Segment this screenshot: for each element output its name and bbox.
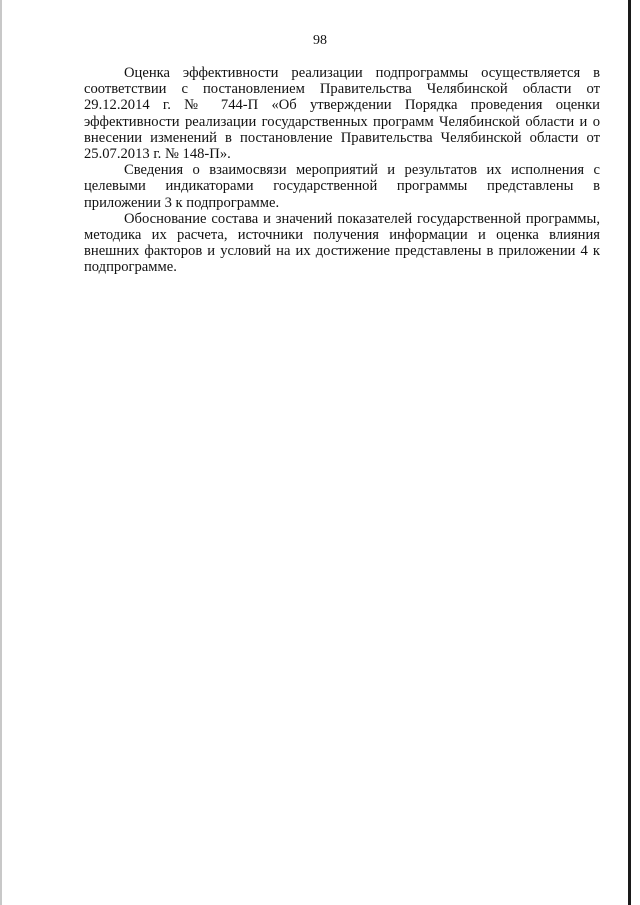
paragraph-evaluation: Оценка эффективности реализации подпрограммы осуществляется в соответствии с постановлением Правительства Челябинской области от 29.12.2014 г. № 744-П «Об утверждении Порядка проведения оценки эффективности реализации государственных программ Челябинской области и о внесении изменений в постановление Правительства Челябинской области от 25.07.2013 г. № 148-П». bbox=[84, 65, 600, 163]
scan-right-edge bbox=[628, 0, 631, 905]
scan-left-edge bbox=[0, 0, 2, 905]
paragraph-indicators: Сведения о взаимосвязи мероприятий и результатов их исполнения с целевыми индикаторами государственной программы представлены в приложении 3 к подпрограмме. bbox=[84, 162, 600, 211]
page-number: 98 bbox=[313, 33, 327, 48]
body-text bbox=[84, 65, 600, 276]
paragraph-justification: Обоснование состава и значений показателей государственной программы, методика их расчета, источники получения информации и оценка влияния внешних факторов и условий на их достижение представлены в приложении 4 к подпрограмме. bbox=[84, 210, 600, 276]
